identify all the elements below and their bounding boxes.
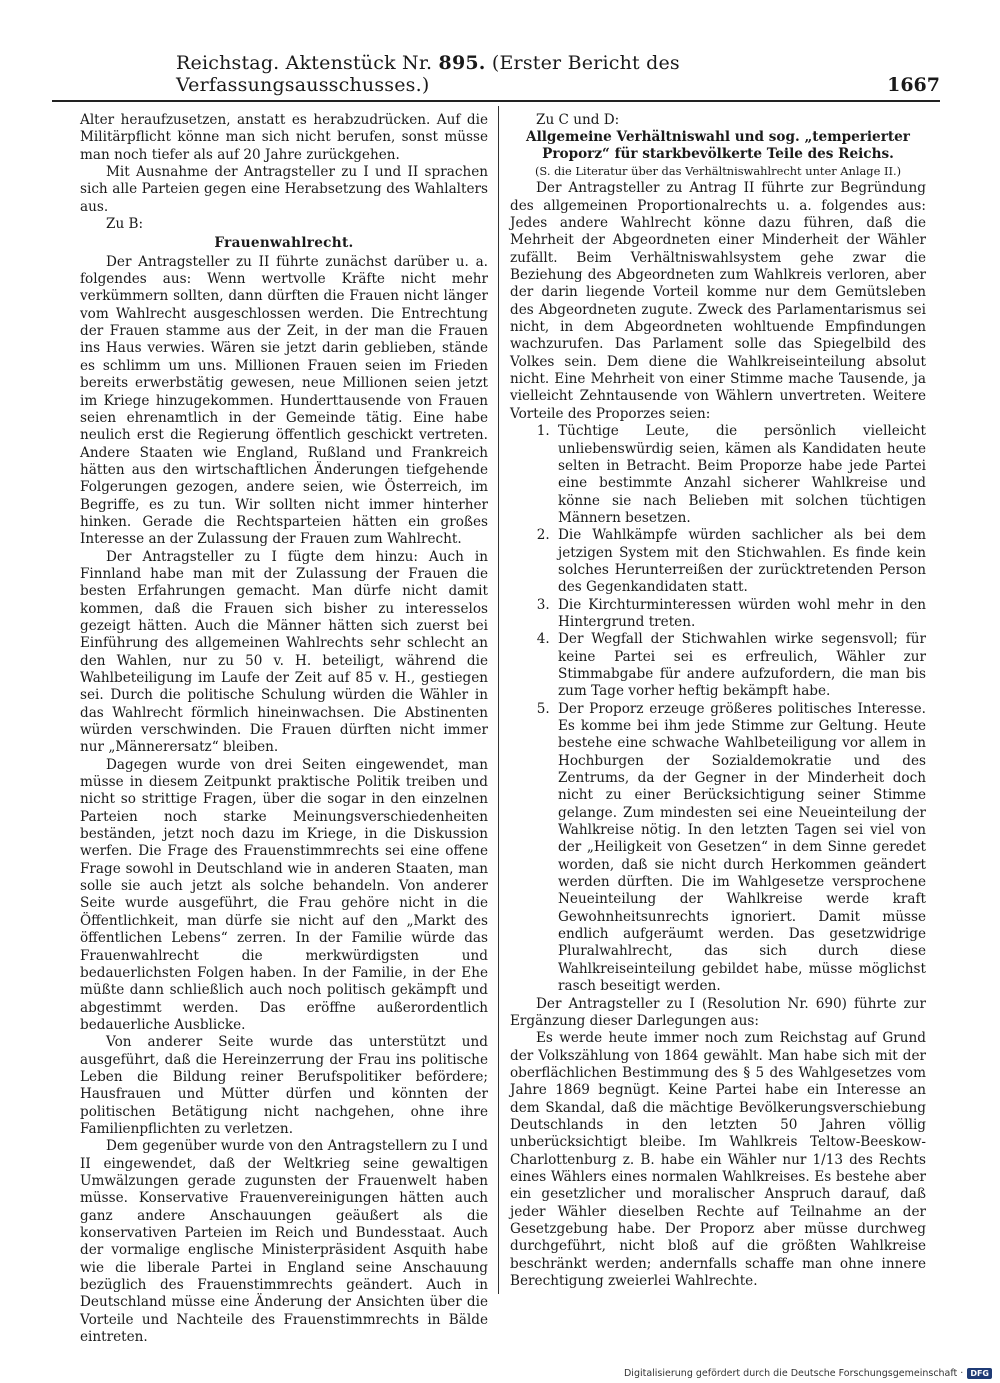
literature-note: (S. die Literatur über das Verhältniswahlrecht unter Anlage II.) bbox=[534, 164, 902, 179]
column-divider bbox=[498, 106, 499, 1294]
list-item: 1. Tüchtige Leute, die persönlich vielleicht unliebenswürdig seien, kämen als Kandidaten heute selten in Betracht. Beim Proporze habe jede Partei eine bestimmte Anzahl sicherer Wahlkreise und könne sie nach Belieben mit solchen tüchtigen Männern besetzen. bbox=[554, 423, 926, 527]
paragraph: Der Antragsteller zu I (Resolution Nr. 690) führte zur Ergänzung dieser Darlegungen aus: bbox=[510, 995, 926, 1029]
paragraph: Alter heraufzusetzen, anstatt es herabzudrücken. Auf die Militärpflicht könne man sich nicht berufen, sonst müsse man noch tiefer als auf 20 Jahre zurückgehen. bbox=[80, 112, 488, 163]
list-item: 2. Die Wahlkämpfe würden sachlicher als bei dem jetzigen System mit den Stichwahlen. Es finde kein solches Herunterreißen der zurücktretenden Person des Gegenkandidaten statt. bbox=[554, 527, 926, 596]
section-label: Zu C und D: bbox=[536, 112, 620, 128]
paragraph: Dem gegenüber wurde von den Antragstellern zu I und II eingewendet, daß der Weltkrieg seine gewaltigen Umwälzungen gerade zugunsten der Frauenwelt haben müsse. Konservative Frauenvereinigungen hätten auch ganz andere Anschauungen geäußert als die konservativen Parteien im Reich und Bundesstaat. Auch der vormalige englische Ministerpräsident Asquith habe wie die liberale Partei in England seine Anschauung bezüglich des Frauenstimmrechts geändert. Auch in Deutschland müsse eine Änderung der Ansichten über die Vorteile und Nachteile des Frauenstimmrechts in Bälde eintreten. bbox=[80, 1138, 488, 1346]
paragraph: Mit Ausnahme der Antragsteller zu I und II sprachen sich alle Parteien gegen eine Herabsetzung des Wahlalters aus. bbox=[80, 164, 488, 215]
credit-text: Digitalisierung gefördert durch die Deutsche Forschungsgemeinschaft · bbox=[623, 1368, 964, 1379]
digitization-credit bbox=[624, 1368, 992, 1379]
advantages-list bbox=[510, 423, 926, 995]
paragraph: Dagegen wurde von drei Seiten eingewendet, man müsse in diesem Zeitpunkt praktische Politik treiben und nicht so strittige Fragen, über die sogar in den einzelnen Parteien noch starke Meinungsverschiedenheiten beständen, jetzt noch dazu im Kriege, in die Diskussion werfen. Die Frage des Frauenstimmrechts sei eine offene Frage sowohl in Deutschland wie in anderen Staaten, man solle sie auch jetzt als solche behandeln. Von anderer Seite wurde ausgeführt, die Frau gehöre nicht in die Öffentlichkeit, man dürfe sie nicht auf den „Markt des öffentlichen Lebens“ zerren. In der Familie würde das Frauenwahlrecht die merkwürdigsten und bedauerlichsten Folgen haben. In der Familie, in der Ehe müßte dann schließlich auch noch politisch gekämpft und abgestimmt werden. Das eröffne außerordentlich bedauerliche Ausblicke. bbox=[80, 756, 488, 1033]
header-title bbox=[176, 52, 887, 96]
list-item: 4. Der Wegfall der Stichwahlen wirke segensvoll; für keine Partei sei es erfreulich, Wähler zur Stimmabgabe für andere aufzufordern, die man bis zum Tage vorher heftig bekämpft habe. bbox=[554, 631, 926, 700]
section-heading: Frauenwahlrecht. bbox=[214, 235, 354, 252]
header-title-prefix: Reichstag. Aktenstück Nr. bbox=[176, 52, 439, 74]
paragraph: Der Antragsteller zu Antrag II führte zur Begründung des allgemeinen Proportionalrechts u. a. folgendes aus: Jedes andere Wahlrecht könne dazu führen, daß die Mehrheit der Abgeordneten einer Minderheit der Wähler zufällt. Beim Verhältniswahlsystem gehe zwar die Beziehung des Abgeordneten zum Wahlkreis verloren, aber der darin liegende Vorteil komme nur dem Gemütsleben des Abgeordneten zugute. Zweck des Parlamentarismus sei nicht, in dem Abgeordneten wohltuende Empfindungen wachzurufen. Das Parlament solle das Spiegelbild des Volkes sein. Dem diene die Wahlkreiseinteilung absolut nicht. Eine Mehrheit von einer Stimme mache Tausende, ja vielleicht Zehntausende von Wählern unvertreten. Weitere Vorteile des Proporzes seien: bbox=[510, 180, 926, 422]
dfg-logo: DFG bbox=[967, 1368, 992, 1379]
header-title-suffix: (Erster Bericht des Verfassungsausschusses.) bbox=[176, 52, 680, 96]
page-number: 1667 bbox=[887, 74, 940, 96]
right-column bbox=[510, 112, 926, 1292]
header-document-number: 895. bbox=[438, 52, 486, 74]
list-item: 3. Die Kirchturminteressen würden wohl mehr in den Hintergrund treten. bbox=[554, 597, 926, 632]
paragraph: Von anderer Seite wurde das unterstützt und ausgeführt, daß die Hereinzerrung der Frau ins politische Leben die Bildung reiner Berufspolitiker befördere; Hausfrauen und Mütter dürfen und könnten der politischen Betätigung nicht nachgehen, ohne ihre Familienpflichten zu verletzen. bbox=[80, 1034, 488, 1137]
paragraph: Es werde heute immer noch zum Reichstag auf Grund der Volkszählung von 1864 gewählt. Man habe sich mit der oberflächlichen Bestimmung des § 5 des Wahlgesetzes vom Jahre 1869 begnügt. Keine Partei habe ein Interesse an dem Skandal, daß die mächtige Bevölkerungsverschiebung Deutschlands in den letzten 50 Jahren völlig unberücksichtigt bleibe. Im Wahlkreis Teltow-Beeskow-Charlottenburg z. B. habe ein Wähler nur 1/13 des Rechts eines Wählers eines normalen Wahlkreises. Es bestehe aber ein gesetzlicher und moralischer Anspruch darauf, daß jeder Wähler dieselben Rechte auf Teilnahme an der Gesetzgebung habe. Der Proporz aber müsse durchweg durchgeführt, nicht bloß auf die größten Wahlkreise beschränkt werden; andernfalls schaffe man ohne innere Berechtigung zweierlei Wahlrechte. bbox=[510, 1030, 926, 1289]
section-label: Zu B: bbox=[106, 216, 144, 233]
running-header bbox=[52, 52, 940, 102]
paragraph: Der Antragsteller zu I fügte dem hinzu: Auch in Finnland habe man mit der Zulassung der Frauen die besten Erfahrungen gemacht. Man dürfe nicht damit kommen, daß die Frauen sich bisher zu interesselos gezeigt hätten. Auch die Männer hätten sich zuerst bei Einführung des allgemeinen Wahlrechts sehr schlecht an den Wahlen, nur zu 50 v. H. beteiligt, während die Wahlbeteiligung im Laufe der Zeit auf 85 v. H., gestiegen sei. Durch die politische Schulung würden die Wähler in das Wahlrecht förmlich hineinwachsen. Die Abstinenten würden verschwinden. Die Frauen dürften nicht immer nur „Männerersatz“ bleiben. bbox=[80, 548, 488, 756]
left-column bbox=[80, 112, 488, 1346]
section-heading: Allgemeine Verhältniswahl und sog. „temperierter Proporz“ für starkbevölkerte Teile des Reichs. bbox=[526, 129, 910, 163]
paragraph: Der Antragsteller zu II führte zunächst darüber u. a. folgendes aus: Wenn wertvolle Kräfte nicht mehr verkümmern sollten, dann dürften die Frauen nicht länger vom Wahlrecht ausgeschlossen werden. Die Entrechtung der Frauen stamme aus der Zeit, in der man die Frauen ins Haus verwies. Wären sie jetzt darin geblieben, stände es schlimm um uns. Millionen Frauen seien im Frieden bereits erwerbstätig gewesen, neue Millionen seien jetzt im Kriege hinzugekommen. Hunderttausende von Frauen seien ehrenamtlich in der Gemeinde tätig. Eine habe neulich erst die Regierung öffentlich geschickt vertreten. Andere Staaten wie England, Rußland und Frankreich hätten aus den wirtschaftlichen Änderungen tiefgehende Folgerungen gezogen, andere seien, wie Österreich, im Begriffe, es zu tun. Wir sollten nicht immer hinterher hinken. Gerade die Rechtsparteien hätten ein großes Interesse an der Zulassung der Frauen zum Wahlrecht. bbox=[80, 253, 488, 548]
list-item: 5. Der Proporz erzeuge größeres politisches Interesse. Es komme bei ihm jede Stimme zur Geltung. Heute bestehe eine schwache Wahlbeteiligung vor allem in Hochburgen der Sozialdemokratie und des Zentrums, da der Gegner in der Minderheit doch nicht zu einer Berücksichtigung seiner Stimme gelange. Zum mindesten sei eine Neueinteilung der Wahlkreise nötig. In den letzten Tagen sei viel von der „Heiligkeit von Gesetzen“ in dem Sinne geredet worden, daß sie nicht durch Herkommen geändert werden dürften. Die im Wahlgesetze versprochene Neueinteilung der Wahlkreise werde kraft Gewohnheitsunrechts ignoriert. Damit müsse endlich aufgeräumt werden. Das gesetzwidrige Pluralwahlrecht, das sich durch diese Wahlkreiseinteilung gebildet habe, müsse möglichst rasch beseitigt werden. bbox=[554, 701, 926, 996]
